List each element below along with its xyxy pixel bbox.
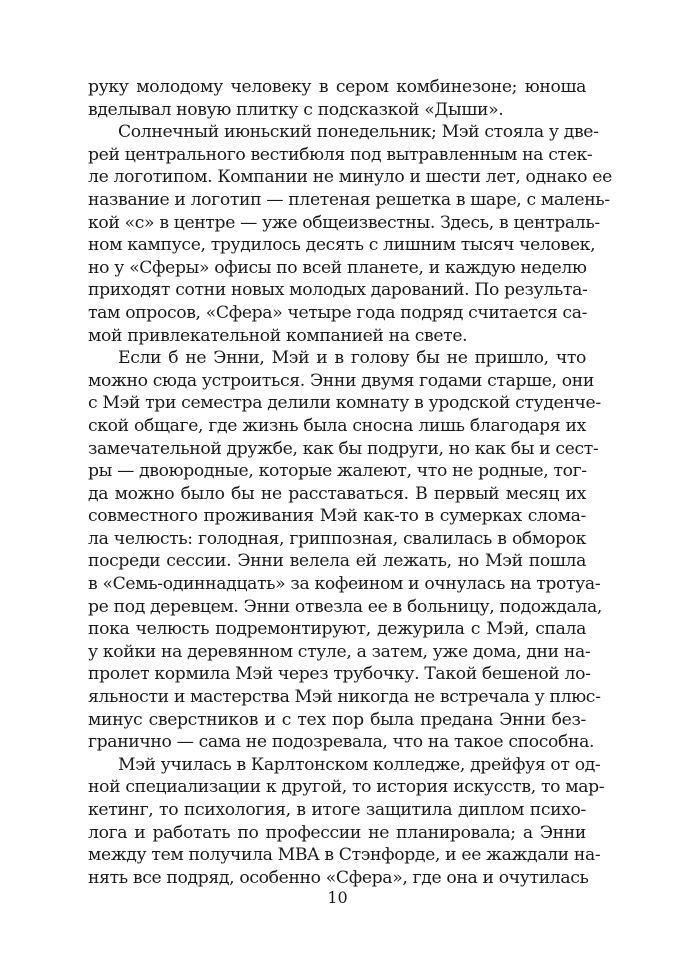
text-line: пролет кормила Мэй через трубочку. Такой бешеной ло-	[88, 664, 591, 685]
text-line: мой привлекательной компанией на свете.	[88, 325, 468, 346]
text-line: лога и работать по профессии не планировала; а Энни	[88, 822, 586, 843]
text-line: ре под деревцем. Энни отвезла ее в больницу, подождала,	[88, 596, 602, 617]
page-number: 10	[327, 888, 348, 907]
text-line: приходят сотни новых молодых дарований. По результа-	[88, 280, 588, 301]
text-line: совместного проживания Мэй как-то в сумерках слома-	[88, 506, 586, 527]
text-line: в «Семь-одиннадцать» за кофеином и очнулась на тротуа-	[88, 574, 601, 595]
text-line: ской общаге, где жизнь была сносна лишь благодаря их	[88, 415, 586, 436]
text-line: гранично — сама не подозревала, что на такое способна.	[88, 732, 595, 753]
text-line: у койки на деревянном стуле, а затем, уже дома, дни на-	[88, 641, 591, 662]
text-line: но у «Сферы» офисы по всей планете, и каждую неделю	[88, 257, 587, 278]
paragraph-first-line: Мэй училась в Карлтонском колледже, дрейфуя от од-	[118, 754, 601, 775]
text-line: посреди сессии. Энни велела ей лежать, но Мэй пошла	[88, 551, 586, 572]
text-line: кетинг, то психология, в итоге защитила диплом психо-	[88, 800, 586, 820]
text-line: рей центрального вестибюля под вытравленным на стек-	[88, 144, 593, 165]
paragraph-first-line: Солнечный июньский понедельник; Мэй стояла у две-	[118, 122, 599, 143]
text-line: с Мэй три семестра делили комнату в уродской студенче-	[88, 393, 601, 414]
text-line: ры — двоюродные, которые жалеют, что не родные, тог-	[88, 461, 587, 482]
text-line: яльности и мастерства Мэй никогда не встречала у плюс-	[88, 687, 601, 708]
text-line: там опросов, «Сфера» четыре года подряд считается са-	[88, 302, 588, 323]
text-line: минус сверстников и с тех пор была предана Энни без-	[88, 709, 586, 730]
body-text	[88, 76, 612, 889]
paragraph-first-line: Если б не Энни, Мэй и в голову бы не пришло, что	[118, 348, 586, 369]
text-line: нять все подряд, особенно «Сфера», где она и очутилась	[88, 867, 589, 888]
text-line: да можно было бы не расставаться. В первый месяц их	[88, 483, 586, 504]
text-line: между тем получила MBA в Стэнфорде, и ее жаждали на-	[88, 845, 601, 866]
text-line: название и логотип — плетеная решетка в шаре, с малень-	[88, 189, 610, 210]
text-line: пока челюсть подремонтируют, дежурила с Мэй, спала	[88, 619, 586, 640]
text-line: вделывал новую плитку с подсказкой «Дыши».	[88, 99, 504, 120]
text-line: можно сюда устроиться. Энни двумя годами старше, они	[88, 370, 595, 391]
text-line: ле логотипом. Компании не минуло и шести лет, однако ее	[88, 167, 612, 188]
text-line: ной специализации к другой, то история искусств, то мар-	[88, 777, 605, 798]
text-line: ном кампусе, трудилось десять с лишним тысяч человек,	[88, 235, 596, 256]
text-line: кой «с» в центре — уже общеизвестны. Здесь, в централь-	[88, 212, 600, 233]
text-line: замечательной дружбе, как бы подруги, но как бы и сест-	[88, 438, 599, 459]
text-line: руку молодому человеку в сером комбинезоне; юноша	[88, 77, 586, 97]
text-line: ла челюсть: голодная, гриппозная, свалилась в обморок	[88, 528, 586, 549]
